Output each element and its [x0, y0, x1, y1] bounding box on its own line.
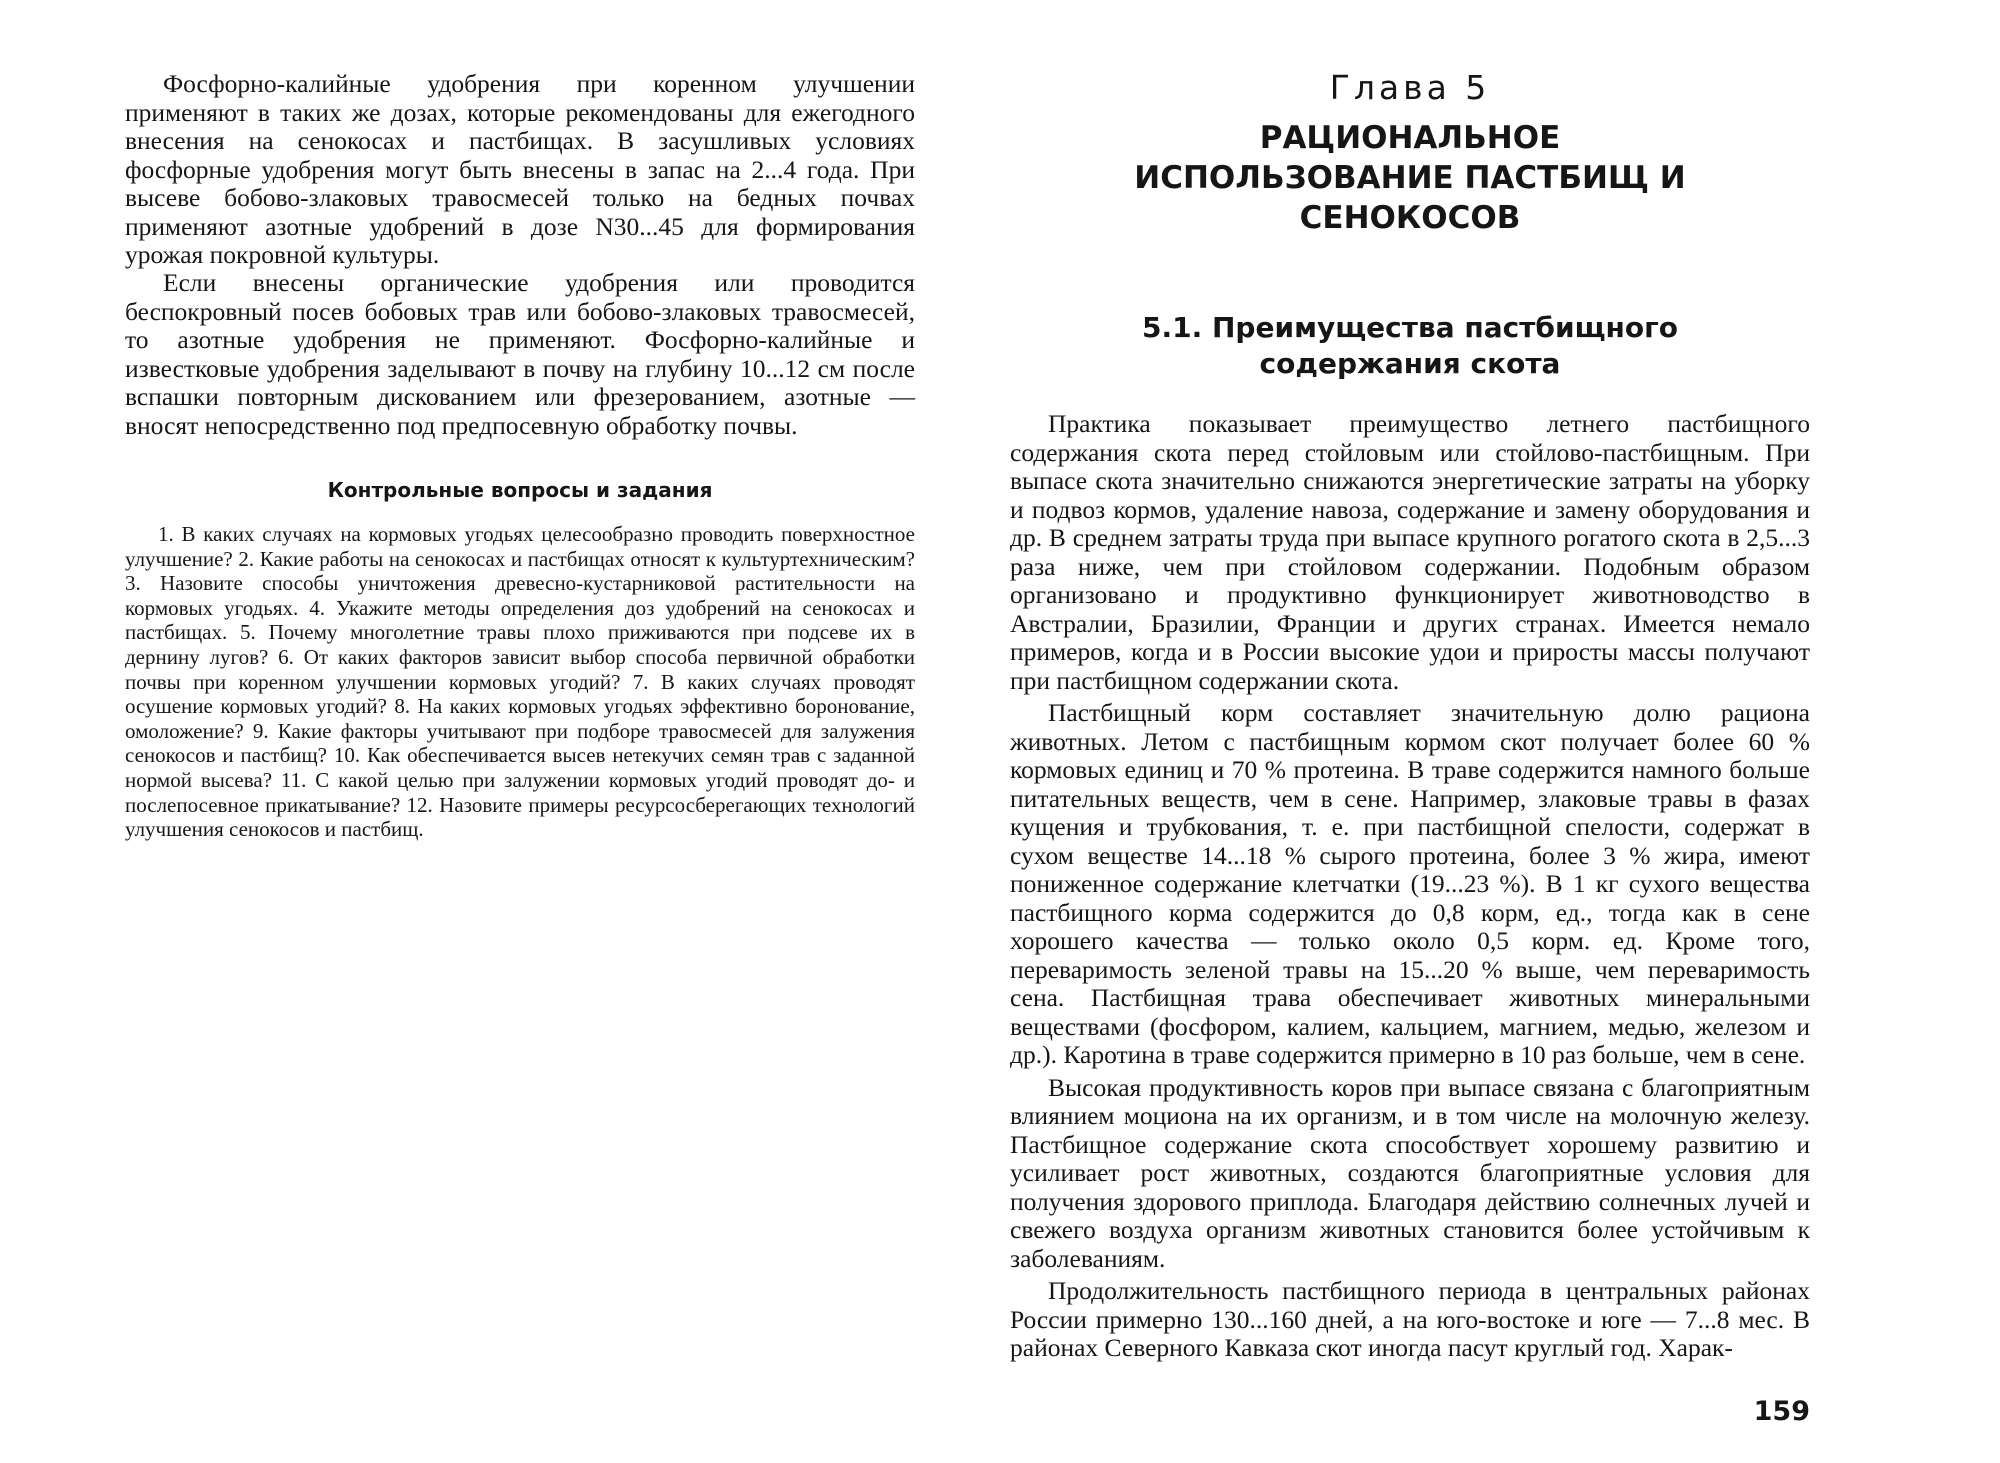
right-page — [1010, 0, 1810, 1463]
section-title: 5.1. Преимущества пастбищного содержания скота — [1142, 311, 1678, 380]
section-body — [1010, 410, 1810, 1367]
body-paragraph: Практика показывает преимущество летнего пастбищного содержания скота перед стойловым или стойлово-пастбищным. При выпасе скота значительно снижаются энергетические затраты на уборку и подвоз кормов, удаление навоза, содержание и замену оборудования и др. В среднем затраты труда при выпасе крупного рогатого скота в 2,5...3 раза ниже, чем при стойловом содержании. Подобным образом организовано и продуктивно функционирует животноводство в Австралии, Бразилии, Франции и других странах. Имеется немало примеров, когда и в России высокие удои и приросты массы получают при пастбищном содержании скота. — [1010, 409, 1810, 695]
chapter-title: РАЦИОНАЛЬНОЕ ИСПОЛЬЗОВАНИЕ ПАСТБИЩ И СЕНОКОСОВ — [1134, 120, 1686, 236]
page-number: 159 — [1753, 1396, 1810, 1427]
body-paragraph: Пастбищный корм составляет значительную долю рациона животных. Летом с пастбищным кормом скот получает более 60 % кормовых единиц и 70 % протеина. В траве содержится намного больше питательных веществ, чем в сене. Например, злаковые травы в фазах кущения и трубкования, т. е. при пастбищной спелости, содержат в сухом веществе 14...18 % сырого протеина, более 3 % жира, имеют пониженное содержание клетчатки (19...23 %). В 1 кг сухого вещества пастбищного корма содержится до 0,8 корм, ед., тогда как в сене хорошего качества — только около 0,5 корм. ед. Кроме того, переваримость зеленой травы на 15...20 % выше, чем переваримость сена. Пастбищная трава обеспечивает животных минеральными веществами (фосфором, калием, кальцием, магнием, медью, железом и др.). Каротина в траве содержится примерно в 10 раз больше, чем в сене. — [1010, 698, 1810, 1069]
questions-text: 1. В каких случаях на кормовых угодьях целесообразно проводить поверхностное улучшение? 2. Какие работы на сенокосах и пастбищах относят к культуртехническим? 3. Назовите способы уничтожения древесно-кустарниковой растительности на кормовых угодьях. 4. Укажите методы определения доз удобрений на сенокосах и пастбищах. 5. Почему многолетние травы плохо приживаются при подсеве их в дернину лугов? 6. От каких факторов зависит выбор способа первичной обработки почвы при коренном улучшении кормовых угодий? 7. В каких случаях проводят осушение кормовых угодий? 8. На каких кормовых угодьях эффективно боронование, омоложение? 9. Какие факторы учитывают при подборе травосмесей для залужения сенокосов и пастбищ? 10. Как обеспечивается высев нетекучих семян трав с заданной нормой высева? 11. С какой целью при залужении кормовых угодий проводят до- и послепосевное прикатывание? 12. Назовите примеры ресурсосберегающих технологий улучшения сенокосов и пастбищ. — [125, 522, 915, 842]
questions-heading: Контрольные вопросы и задания — [327, 478, 713, 502]
left-page — [125, 0, 915, 1463]
body-paragraph: Высокая продуктивность коров при выпасе связана с благоприятным влиянием моциона на их организм, и в том числе на молочную железу. Пастбищное содержание скота способствует хорошему развитию и усиливает рост животных, создаются благоприятные условия для получения здорового приплода. Благодаря действию солнечных лучей и свежего воздуха организм животных становится более устойчивым к заболеваниям. — [1010, 1072, 1810, 1273]
body-paragraph: Если внесены органические удобрения или проводится беспокровный посев бобовых трав или бобово-злаковых травосмесей, то азотные удобрения не применяют. Фосфорно-калийные и известковые удобрения заделывают в почву на глубину 10...12 см после вспашки повторным дискованием или фрезерованием, азотные — вносят непосредственно под предпосевную обработку почвы. — [125, 268, 915, 440]
body-paragraph: Фосфорно-калийные удобрения при коренном улучшении применяют в таких же дозах, которые рекомендованы для ежегодного внесения на сенокосах и пастбищах. В засушливых условиях фосфорные удобрения могут быть внесены в запас на 2...4 года. При высеве бобово-злаковых травосмесей только на бедных почвах применяют азотные удобрений в дозе N30...45 для формирования урожая покровной культуры. — [125, 69, 915, 269]
body-paragraph: Продолжительность пастбищного периода в центральных районах России примерно 130...160 дней, а на юго-востоке и юге — 7...8 мес. В районах Северного Кавказа скот иногда пасут круглый год. Харак- — [1010, 1276, 1810, 1362]
chapter-label: Глава 5 — [1329, 68, 1491, 107]
